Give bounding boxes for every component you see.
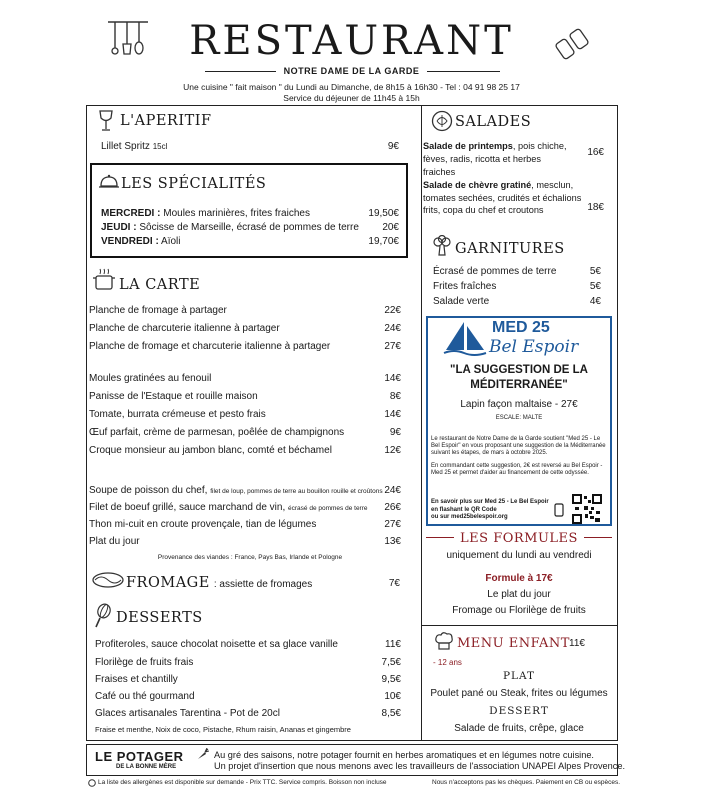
formule-line: Le plat du jour xyxy=(487,589,551,600)
menu-enfant-plat-label: PLAT xyxy=(502,670,536,682)
item-name: Sôcisse de Marseille, écrasé de pommes de terre xyxy=(139,222,359,233)
garnitures-title: GARNITURES xyxy=(455,241,565,257)
wine-glass-icon xyxy=(98,110,114,132)
menu-item: Filet de boeuf grillé, sauce marchand de vin, écrasé de pommes de terre 26€ xyxy=(89,502,401,513)
item-day: MERCREDI : xyxy=(101,208,161,219)
salade-item: Salade de chèvre gratiné, mesclun, tomates sechées, crudités et échalions frits, copa du chef et croutons xyxy=(423,180,582,215)
menu-item: Planche de charcuterie italienne à partager 24€ xyxy=(89,323,401,334)
item-name: Lillet Spritz xyxy=(101,141,150,152)
formules-subtitle: uniquement du lundi au vendredi xyxy=(446,550,592,561)
salades-title: SALADES xyxy=(455,114,532,130)
menu-enfant-price: 11€ xyxy=(569,638,585,649)
page-subtitle: NOTRE DAME DE LA GARDE xyxy=(0,66,703,76)
menu-enfant-age: - 12 ans xyxy=(433,658,462,667)
menu-enfant-title: MENU ENFANT xyxy=(457,636,570,651)
menu-item: Croque monsieur au jambon blanc, comté et béchamel 12€ xyxy=(89,445,401,456)
med25-description: Le restaurant de Notre Dame de la Garde soutient "Med 25 - Le Bel Espoir" en vous proposant une suggestion de la Méditerranée suivant les étapes, de mars à octobre 2025. xyxy=(431,436,606,456)
potager-brand-sub: DE LA BONNE MÈRE xyxy=(116,764,177,770)
menu-item: Plat du jour 13€ xyxy=(89,536,401,547)
meat-provenance: Provenance des viandes : France, Pays Bas, Irlande et Pologne xyxy=(157,554,343,561)
item-price: 20€ xyxy=(382,222,399,233)
menu-item: Frites fraîches 5€ xyxy=(433,281,601,292)
salade-item: Salade de printemps, pois chiche, fèves, radis, ricotta et herbes fraiches xyxy=(423,141,567,177)
cheese-icon xyxy=(91,570,125,590)
hours-info: Une cuisine " fait maison " du Lundi au Dimanche, de 8h15 à 16h30 - Tel : 04 91 98 25 17 xyxy=(183,82,520,92)
med25-dish: Lapin façon maltaise - 27€ xyxy=(460,399,578,410)
menu-item xyxy=(101,141,399,152)
menu-item: Tomate, burrata crémeuse et pesto frais 14€ xyxy=(89,409,401,420)
med25-logo-title: MED 25 xyxy=(492,319,550,336)
item-price: 9€ xyxy=(387,141,399,152)
menu-item xyxy=(101,222,399,233)
fromage-desc: : assiette de fromages xyxy=(213,579,313,590)
menu-item xyxy=(101,236,399,247)
potager-description: Un projet d'insertion que nous menons avec les travailleurs de l'association UNAPEI Alpes Provence. xyxy=(214,761,626,771)
salade-price: 16€ xyxy=(587,147,604,158)
menu-item: Écrasé de pommes de terre 5€ xyxy=(433,266,601,277)
menu-item: Planche de fromage à partager 22€ xyxy=(89,305,401,316)
item-day: JEUDI : xyxy=(101,222,137,233)
formule-price: Formule à 17€ xyxy=(485,573,553,584)
potager-brand: LE POTAGER xyxy=(95,749,184,764)
menu-enfant-dessert: Salade de fruits, crêpe, glace xyxy=(454,723,584,734)
pot-icon xyxy=(92,268,116,292)
allergen-icon xyxy=(88,779,96,787)
salad-bowl-icon xyxy=(431,110,453,132)
menu-item: Fraises et chantilly 9,5€ xyxy=(95,674,401,685)
lunch-service-info: Service du déjeuner de 11h45 à 15h xyxy=(283,93,420,103)
fromage-line xyxy=(126,575,312,591)
med25-logo-subtitle: Bel Espoir xyxy=(489,337,579,357)
med25-more-info: En savoir plus sur Med 25 - Le Bel Espoir en flashant le QR Code ou sur med25belespoir.org xyxy=(431,499,549,520)
menu-item: Café ou thé gourmand 10€ xyxy=(95,691,401,702)
carte-title: LA CARTE xyxy=(119,277,201,293)
potager-description: Au gré des saisons, notre potager fournit en herbes aromatiques et en légumes notre cuisine. xyxy=(214,750,594,760)
med25-headline: "LA SUGGESTION DE LA xyxy=(450,364,588,376)
carrot-icon xyxy=(195,748,209,762)
sailboat-icon xyxy=(442,320,488,358)
med25-donation: En commandant cette suggestion, 2€ est reversé au Bel Espoir - Med 25 et permet d'aider au financement de cette odyssée. xyxy=(431,463,603,476)
fromage-title: FROMAGE xyxy=(126,575,210,591)
menu-item: Salade verte 4€ xyxy=(433,296,601,307)
med25-escale: ESCALE: MALTE xyxy=(495,415,543,421)
salade-price: 18€ xyxy=(587,202,604,213)
item-price: 19,70€ xyxy=(368,236,399,247)
menu-item xyxy=(101,208,399,219)
item-day: VENDREDI : xyxy=(101,236,159,247)
menu-item: Glaces artisanales Tarentina - Pot de 20cl 8,5€ xyxy=(95,708,401,719)
specialites-title: LES SPÉCIALITÉS xyxy=(121,176,267,192)
menu-item: Planche de fromage et charcuterie italienne à partager 27€ xyxy=(89,341,401,352)
payment-note: Nous n'acceptons pas les chèques. Paiement en CB ou espèces. xyxy=(432,779,621,786)
formules-title: LES FORMULES xyxy=(426,531,612,546)
page-title: RESTAURANT xyxy=(189,18,514,64)
chef-hat-icon xyxy=(434,631,454,651)
formules-divider xyxy=(421,625,618,626)
menu-item: Soupe de poisson du chef, filet de loup, pommes de terre au bouillon rouille et croûtons 24€ xyxy=(89,485,401,496)
cloche-icon xyxy=(98,174,120,190)
whisk-icon xyxy=(93,603,113,629)
qr-code-icon xyxy=(572,494,602,524)
item-name: Aïoli xyxy=(161,236,181,247)
menu-item: Florilège de fruits frais 7,5€ xyxy=(95,657,401,668)
item-price: 19,50€ xyxy=(368,208,399,219)
desserts-title: DESSERTS xyxy=(116,610,203,626)
aperitif-title: L'APERITIF xyxy=(120,113,212,129)
broccoli-icon xyxy=(432,235,452,257)
allergens-note: La liste des allergènes est disponible sur demande - Prix TTC. Service compris. Boisson non incluse xyxy=(98,779,387,786)
menu-item: Thon mi-cuit en croute provençale, tian de légumes 27€ xyxy=(89,519,401,530)
item-name: Moules marinières, frites fraiches xyxy=(163,208,310,219)
menu-item: Panisse de l'Estaque et rouille maison 8€ xyxy=(89,391,401,402)
formule-line: Fromage ou Florilège de fruits xyxy=(452,605,586,616)
item-qty: 15cl xyxy=(152,142,168,151)
glaces-flavours: Fraise et menthe, Noix de coco, Pistache, Rhum raisin, Ananas et gingembre xyxy=(95,725,351,734)
fromage-price: 7€ xyxy=(388,578,400,589)
menu-enfant-plat: Poulet pané ou Steak, frites ou légumes xyxy=(430,688,608,699)
menu-item: Œuf parfait, crème de parmesan, poêlée de champignons 9€ xyxy=(89,427,401,438)
menu-enfant-dessert-label: DESSERT xyxy=(489,705,549,717)
menu-item: Moules gratinées au fenouil 14€ xyxy=(89,373,401,384)
med25-headline: MÉDITERRANÉE" xyxy=(470,379,568,391)
menu-item: Profiteroles, sauce chocolat noisette et sa glace vanille 11€ xyxy=(95,639,401,650)
phone-scan-icon xyxy=(552,503,566,517)
